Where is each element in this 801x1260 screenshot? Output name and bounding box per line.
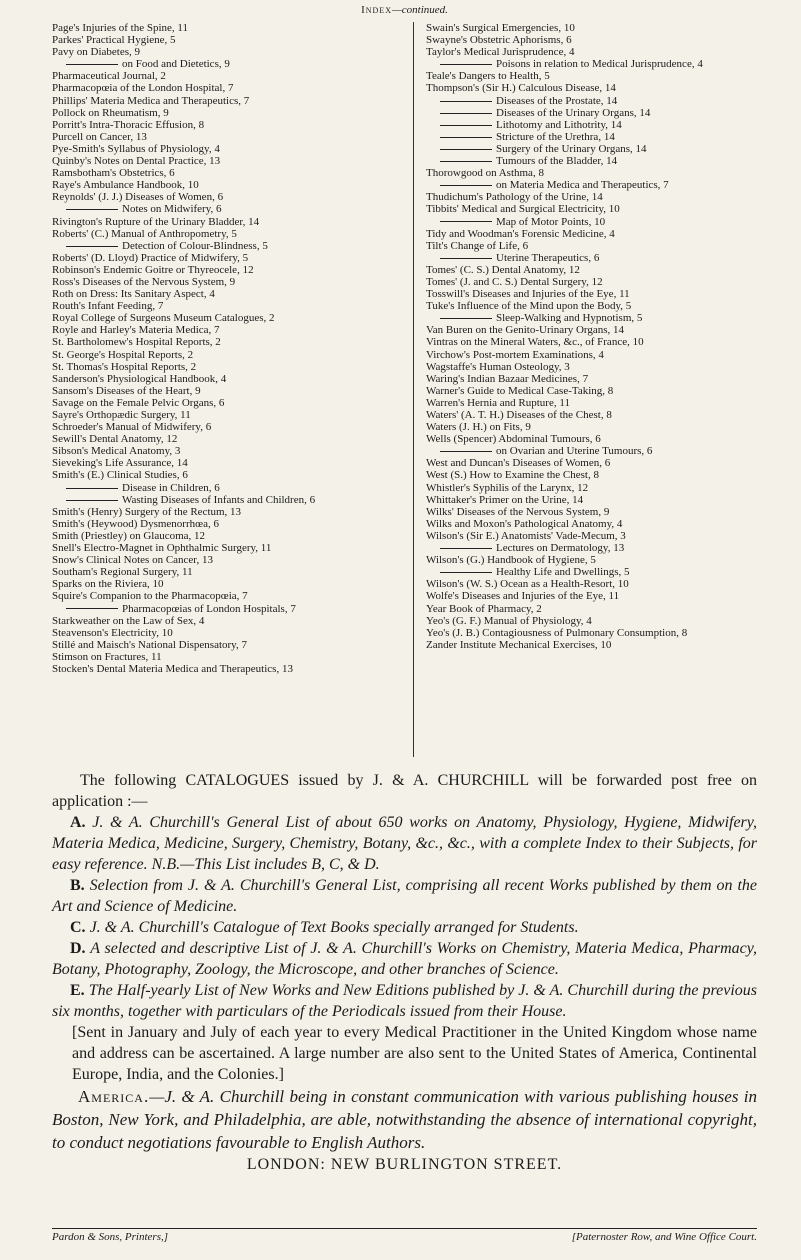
index-entry (426, 203, 757, 215)
entry-text: Pavy on Diabetes, 9 (52, 46, 140, 59)
index-entry (52, 22, 397, 34)
catalogue-list (52, 812, 757, 1022)
entry-text: Swayne's Obstetric Aphorisms, 6 (426, 34, 572, 47)
index-entry (426, 240, 757, 252)
index-subentry (52, 482, 397, 494)
index-entry (52, 639, 397, 651)
index-entry (52, 167, 397, 179)
index-entry (426, 349, 757, 361)
entry-text: Smith's (Henry) Surgery of the Rectum, 13 (52, 505, 242, 518)
index-entry (52, 506, 397, 518)
entry-text: Smith's (E.) Clinical Studies, 6 (52, 469, 188, 482)
index-entry (426, 276, 757, 288)
index-entry (52, 131, 397, 143)
entry-text: Ross's Diseases of the Nervous System, 9 (52, 275, 236, 288)
footer-printer: Pardon & Sons, Printers,] (52, 1231, 169, 1243)
index-column-left (52, 22, 397, 675)
entry-text: Disease in Children, 6 (122, 481, 220, 494)
index-entry (52, 95, 397, 107)
index-subentry (52, 58, 397, 70)
index-entry (52, 46, 397, 58)
entry-text: Diseases of the Urinary Organs, 14 (496, 106, 651, 119)
header-continued: —continued. (391, 4, 448, 16)
entry-text: Ramsbotham's Obstetrics, 6 (52, 167, 175, 180)
entry-text: Thudichum's Pathology of the Urine, 14 (426, 191, 603, 204)
index-entry (426, 397, 757, 409)
index-entry (52, 34, 397, 46)
entry-text: Pharmacopœias of London Hospitals, 7 (122, 602, 296, 615)
entry-text: Squire's Companion to the Pharmacopœia, 7 (52, 590, 248, 603)
entry-text: Rivington's Rupture of the Urinary Bladder, 14 (52, 215, 260, 228)
catalogue-intro: The following CATALOGUES issued by J. & A. CHURCHILL will be forwarded post free on application :— (52, 772, 757, 810)
index-entry (52, 385, 397, 397)
index-subentry (426, 107, 757, 119)
entry-text: Wolfe's Diseases and Injuries of the Eye, 11 (426, 590, 620, 603)
entry-text: Parkes' Practical Hygiene, 5 (52, 34, 176, 47)
index-subentry (426, 58, 757, 70)
index-entry (52, 554, 397, 566)
entry-text: Raye's Ambulance Handbook, 10 (52, 179, 199, 192)
catalogue-description: Selection from J. & A. Churchill's General List, comprising all recent Works published by them on the Art and Science of Medicine. (52, 877, 758, 915)
index-entry (52, 615, 397, 627)
index-entry (52, 651, 397, 663)
ditto-rule (440, 113, 492, 114)
entry-text: Phillips' Materia Medica and Therapeutics, 7 (52, 94, 250, 107)
entry-text: Map of Motor Points, 10 (496, 215, 606, 228)
entry-text: Wilks' Diseases of the Nervous System, 9 (426, 505, 610, 518)
entry-text: Tilt's Change of Life, 6 (426, 239, 529, 252)
index-entry (52, 349, 397, 361)
index-entry (52, 252, 397, 264)
entry-text: Zander Institute Mechanical Exercises, 10 (426, 638, 612, 651)
column-divider (413, 22, 414, 757)
index-entry (426, 288, 757, 300)
entry-text: Diseases of the Prostate, 14 (496, 94, 618, 107)
header-index-word: Index (361, 4, 392, 16)
index-subentry (426, 119, 757, 131)
catalogue-item (52, 938, 757, 980)
catalogue-note: [Sent in January and July of each year to every Medical Practitioner in the United Kingdom whose name and address can be ascertained. A large number are also sent to the United States of America, Continental Europe, India, and the Colonies.] (72, 1024, 757, 1083)
entry-text: Wilks and Moxon's Pathological Anatomy, 4 (426, 517, 623, 530)
entry-text: Stocken's Dental Materia Medica and Therapeutics, 13 (52, 662, 293, 675)
running-header (52, 4, 757, 16)
london-address-line: LONDON: NEW BURLINGTON STREET. (246, 1156, 563, 1173)
entry-text: Roth on Dress: Its Sanitary Aspect, 4 (52, 288, 215, 301)
index-entry (426, 421, 757, 433)
index-entry (426, 469, 757, 481)
ditto-rule (440, 64, 492, 65)
index-entry (426, 494, 757, 506)
entry-text: Purcell on Cancer, 13 (52, 130, 147, 143)
catalogue-description: J. & A. Churchill's General List of about 650 works on Anatomy, Physiology, Hygiene, Midwifery, Materia Medica, Medicine, Surgery, Chemistry, Botany, &c., &c., with a complete Index to their Subjects, for easy reference. N.B.—This List includes B, C, & D. (52, 814, 758, 873)
index-entry (52, 107, 397, 119)
index-entry (426, 639, 757, 651)
ditto-rule (440, 125, 492, 126)
index-page (52, 0, 757, 1260)
ditto-rule (66, 64, 118, 65)
index-entry (52, 578, 397, 590)
entry-text: Vintras on the Mineral Waters, &c., of France, 10 (426, 336, 644, 349)
index-subentry (426, 95, 757, 107)
index-subentry (426, 566, 757, 578)
america-paragraph (52, 1085, 757, 1154)
index-entry (52, 566, 397, 578)
index-entry (426, 361, 757, 373)
ditto-rule (66, 246, 118, 247)
catalogue-section (52, 770, 757, 1175)
entry-text: Royle and Harley's Materia Medica, 7 (52, 324, 220, 337)
entry-text: Warner's Guide to Medical Case-Taking, 8 (426, 384, 614, 397)
entry-text: Surgery of the Urinary Organs, 14 (496, 142, 647, 155)
index-entry (426, 22, 757, 34)
entry-text: Pharmacopœia of the London Hospital, 7 (52, 82, 234, 95)
index-subentry (426, 216, 757, 228)
entry-text: Uterine Therapeutics, 6 (496, 251, 600, 264)
index-entry (426, 228, 757, 240)
catalogue-letter: B. (70, 877, 85, 894)
entry-text: Swain's Surgical Emergencies, 10 (426, 22, 575, 34)
ditto-rule (440, 185, 492, 186)
index-subentry (426, 542, 757, 554)
index-subentry (426, 131, 757, 143)
entry-text: Stillé and Maisch's National Dispensatory, 7 (52, 638, 247, 651)
entry-text: Roberts' (D. Lloyd) Practice of Midwifery, 5 (52, 251, 249, 264)
entry-text: Snow's Clinical Notes on Cancer, 13 (52, 554, 214, 567)
index-entry (426, 82, 757, 94)
entry-text: Taylor's Medical Jurisprudence, 4 (426, 46, 575, 59)
entry-text: Steavenson's Electricity, 10 (52, 626, 173, 639)
index-entry (426, 590, 757, 602)
entry-text: Pharmaceutical Journal, 2 (52, 70, 166, 83)
index-subentry (52, 494, 397, 506)
entry-text: Tosswill's Diseases and Injuries of the Eye, 11 (426, 288, 630, 301)
entry-text: Tumours of the Bladder, 14 (496, 155, 618, 168)
index-entry (426, 506, 757, 518)
entry-text: Sewill's Dental Anatomy, 12 (52, 433, 178, 446)
entry-text: Thompson's (Sir H.) Calculous Disease, 14 (426, 82, 616, 95)
entry-text: Wilson's (G.) Handbook of Hygiene, 5 (426, 554, 596, 567)
index-entry (52, 82, 397, 94)
index-entry (426, 482, 757, 494)
ditto-rule (66, 209, 118, 210)
ditto-rule (440, 318, 492, 319)
entry-text: Smith (Priestley) on Glaucoma, 12 (52, 529, 206, 542)
entry-text: Lectures on Dermatology, 13 (496, 542, 625, 555)
entry-text: Sparks on the Riviera, 10 (52, 578, 164, 591)
index-entry (52, 445, 397, 457)
entry-text: Page's Injuries of the Spine, 11 (52, 22, 188, 34)
index-entry (52, 373, 397, 385)
index-subentry (52, 203, 397, 215)
entry-text: Pye-Smith's Syllabus of Physiology, 4 (52, 142, 220, 155)
entry-text: Warren's Hernia and Rupture, 11 (426, 396, 570, 409)
catalogue-letter: E. (70, 982, 85, 999)
entry-text: Waters (J. H.) on Fits, 9 (426, 421, 531, 434)
index-entry (426, 603, 757, 615)
index-entry (52, 179, 397, 191)
entry-text: Porritt's Intra-Thoracic Effusion, 8 (52, 118, 205, 131)
index-entry (52, 457, 397, 469)
footer-address: [Paternoster Row, and Wine Office Court. (571, 1231, 757, 1243)
index-entry (426, 518, 757, 530)
index-entry (426, 46, 757, 58)
index-entry (52, 70, 397, 82)
index-entry (426, 409, 757, 421)
index-entry (426, 385, 757, 397)
ditto-rule (66, 500, 118, 501)
index-entry (426, 457, 757, 469)
entry-text: Year Book of Pharmacy, 2 (426, 602, 542, 615)
entry-text: St. Bartholomew's Hospital Reports, 2 (52, 336, 221, 349)
catalogue-item (52, 980, 757, 1022)
entry-text: Detection of Colour-Blindness, 5 (122, 239, 268, 252)
index-entry (52, 191, 397, 203)
catalogue-letter: A. (70, 814, 86, 831)
entry-text: Wagstaffe's Human Osteology, 3 (426, 360, 570, 373)
index-subentry (426, 155, 757, 167)
catalogue-description: A selected and descriptive List of J. & A. Churchill's Works on Chemistry, Materia Medica, Pharmacy, Botany, Photography, Zoology, the Microscope, and other branches of Science. (52, 940, 757, 978)
entry-text: Van Buren on the Genito-Urinary Organs, 14 (426, 324, 625, 337)
ditto-rule (440, 101, 492, 102)
entry-text: Healthy Life and Dwellings, 5 (496, 566, 630, 579)
index-entry (426, 300, 757, 312)
index-entry (426, 615, 757, 627)
index-entry (426, 530, 757, 542)
index-entry (52, 143, 397, 155)
catalogue-letter: D. (70, 940, 86, 957)
index-entry (52, 264, 397, 276)
entry-text: St. Thomas's Hospital Reports, 2 (52, 360, 197, 373)
entry-text: Wilson's (W. S.) Ocean as a Health-Resort, 10 (426, 578, 629, 591)
index-entry (52, 433, 397, 445)
entry-text: Virchow's Post-mortem Examinations, 4 (426, 348, 604, 361)
index-entry (426, 167, 757, 179)
index-entry (426, 264, 757, 276)
index-entry (52, 542, 397, 554)
index-subentry (426, 252, 757, 264)
entry-text: on Food and Dietetics, 9 (122, 58, 230, 71)
index-subentry (426, 179, 757, 191)
entry-text: Notes on Midwifery, 6 (122, 203, 222, 216)
entry-text: Smith's (Heywood) Dysmenorrhœa, 6 (52, 517, 219, 530)
index-subentry (426, 312, 757, 324)
catalogue-item (52, 812, 757, 875)
index-entry (52, 663, 397, 675)
index-entry (52, 627, 397, 639)
index-subentry (52, 603, 397, 615)
entry-text: Robinson's Endemic Goitre or Thyreocele, 12 (52, 263, 254, 276)
entry-text: Schroeder's Manual of Midwifery, 6 (52, 421, 212, 434)
entry-text: Royal College of Surgeons Museum Catalogues, 2 (52, 312, 275, 325)
index-entry (52, 469, 397, 481)
ditto-rule (440, 548, 492, 549)
ditto-rule (440, 221, 492, 222)
ditto-rule (440, 572, 492, 573)
entry-text: Sansom's Diseases of the Heart, 9 (52, 384, 201, 397)
entry-text: Tibbits' Medical and Surgical Electricity, 10 (426, 203, 620, 216)
entry-text: West (S.) How to Examine the Chest, 8 (426, 469, 599, 482)
index-entry (52, 518, 397, 530)
index-entry (52, 324, 397, 336)
index-entry (52, 361, 397, 373)
entry-text: Stricture of the Urethra, 14 (496, 130, 615, 143)
index-entry (52, 288, 397, 300)
index-entry (52, 421, 397, 433)
index-entry (426, 336, 757, 348)
entry-text: Tuke's Influence of the Mind upon the Body, 5 (426, 300, 632, 313)
entry-text: Tomes' (J. and C. S.) Dental Surgery, 12 (426, 275, 603, 288)
index-entry (52, 155, 397, 167)
catalogue-description: The Half-yearly List of New Works and New Editions published by J. & A. Churchill during the previous six months, together with particulars of the Periodicals issued from their House. (52, 982, 758, 1020)
entry-text: Sibson's Medical Anatomy, 3 (52, 445, 181, 458)
entry-text: Quinby's Notes on Dental Practice, 13 (52, 155, 221, 168)
index-entry (426, 578, 757, 590)
entry-text: Sleep-Walking and Hypnotism, 5 (496, 312, 643, 325)
index-entry (52, 590, 397, 602)
entry-text: Waters' (A. T. H.) Diseases of the Chest, 8 (426, 409, 612, 421)
index-entry (52, 228, 397, 240)
entry-text: Starkweather on the Law of Sex, 4 (52, 614, 205, 627)
index-entry (52, 300, 397, 312)
entry-text: Lithotomy and Lithotrity, 14 (496, 118, 622, 131)
entry-text: Roberts' (C.) Manual of Anthropometry, 5 (52, 227, 237, 240)
catalogue-item (52, 917, 757, 938)
index-entry (52, 530, 397, 542)
entry-text: Wasting Diseases of Infants and Children, 6 (122, 493, 316, 506)
ditto-rule (66, 488, 118, 489)
entry-text: Yeo's (J. B.) Contagiousness of Pulmonary Consumption, 8 (426, 626, 688, 639)
entry-text: Wells (Spencer) Abdominal Tumours, 6 (426, 433, 601, 446)
index-entry (52, 409, 397, 421)
index-entry (52, 397, 397, 409)
index-subentry (426, 143, 757, 155)
index-subentry (426, 445, 757, 457)
index-entry (52, 119, 397, 131)
ditto-rule (440, 258, 492, 259)
index-entry (426, 554, 757, 566)
ditto-rule (440, 137, 492, 138)
entry-text: Stimson on Fractures, 11 (52, 650, 162, 663)
index-entry (52, 216, 397, 228)
index-entry (426, 373, 757, 385)
entry-text: Reynolds' (J. J.) Diseases of Women, 6 (52, 191, 224, 204)
index-entry (426, 34, 757, 46)
entry-text: West and Duncan's Diseases of Women, 6 (426, 457, 611, 470)
entry-text: Sayre's Orthopædic Surgery, 11 (52, 409, 191, 421)
entry-text: Wilson's (Sir E.) Anatomists' Vade-Mecum, 3 (426, 529, 626, 542)
entry-text: Tomes' (C. S.) Dental Anatomy, 12 (426, 263, 580, 276)
entry-text: Whistler's Syphilis of the Larynx, 12 (426, 481, 589, 494)
entry-text: Teale's Dangers to Health, 5 (426, 70, 550, 83)
index-columns (52, 22, 757, 758)
entry-text: Whittaker's Primer on the Urine, 14 (426, 493, 584, 506)
entry-text: Southam's Regional Surgery, 11 (52, 566, 193, 579)
catalogue-item (52, 875, 757, 917)
entry-text: Poisons in relation to Medical Jurisprudence, 4 (496, 58, 703, 71)
entry-text: Pollock on Rheumatism, 9 (52, 106, 169, 119)
ditto-rule (440, 161, 492, 162)
ditto-rule (440, 451, 492, 452)
entry-text: on Materia Medica and Therapeutics, 7 (496, 179, 669, 192)
printer-footer (52, 1228, 757, 1247)
entry-text: Sieveking's Life Assurance, 14 (52, 457, 188, 470)
entry-text: Thorowgood on Asthma, 8 (426, 167, 544, 180)
entry-text: Sanderson's Physiological Handbook, 4 (52, 372, 227, 385)
index-entry (426, 433, 757, 445)
america-label: America. (78, 1087, 150, 1106)
index-column-right (426, 22, 757, 651)
index-entry (52, 276, 397, 288)
index-subentry (52, 240, 397, 252)
entry-text: Yeo's (G. F.) Manual of Physiology, 4 (426, 614, 592, 627)
entry-text: Savage on the Female Pelvic Organs, 6 (52, 396, 225, 409)
index-entry (426, 70, 757, 82)
catalogue-letter: C. (70, 919, 86, 936)
entry-text: Snell's Electro-Magnet in Ophthalmic Surgery, 11 (52, 542, 272, 555)
america-text: —J. & A. Churchill being in constant communication with various publishing houses in Boston, New York, and Philadelphia, are able, notwithstanding the absence of international copyright, to conduct negotiations favourable to English Authors. (52, 1087, 757, 1152)
entry-text: on Ovarian and Uterine Tumours, 6 (496, 445, 653, 458)
ditto-rule (66, 608, 118, 609)
entry-text: St. George's Hospital Reports, 2 (52, 348, 194, 361)
ditto-rule (440, 149, 492, 150)
index-entry (52, 336, 397, 348)
entry-text: Tidy and Woodman's Forensic Medicine, 4 (426, 227, 615, 240)
catalogue-description: J. & A. Churchill's Catalogue of Text Books specially arranged for Students. (89, 919, 579, 936)
index-entry (426, 191, 757, 203)
index-entry (52, 312, 397, 324)
entry-text: Waring's Indian Bazaar Medicines, 7 (426, 372, 589, 385)
index-entry (426, 324, 757, 336)
index-entry (426, 627, 757, 639)
entry-text: Routh's Infant Feeding, 7 (52, 300, 164, 313)
